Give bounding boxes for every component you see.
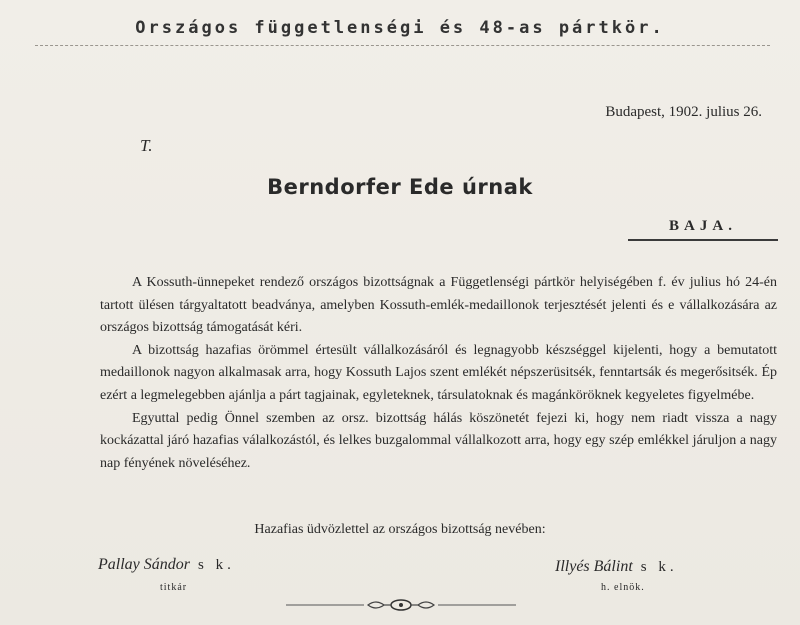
signature-suffix: s k. (640, 559, 678, 575)
letterhead-rule (35, 45, 770, 46)
body-paragraph: A Kossuth-ünnepeket rendező országos bizottságnak a Függetlenségi pártkör helyiségében f. év julius hó 24-én tartott ülésen tárgyaltatott beadványa, amelyben Kossuth-emlék-medaillonok terjesztését jelenti és e vállalkozására az országos bizottság támogatását kéri. (100, 275, 777, 336)
letter-body (100, 272, 777, 475)
signature-role: titkár (160, 582, 188, 593)
ornament-divider (286, 596, 516, 614)
city-underline (628, 239, 778, 241)
signature-secretary (98, 556, 235, 574)
signature-president (555, 558, 678, 576)
signature-name: Illyés Bálint (555, 558, 633, 575)
letter-date: Budapest, 1902. julius 26. (605, 104, 762, 120)
addressee: Berndorfer Ede úrnak (267, 175, 533, 199)
letterhead: Országos függetlenségi és 48-as pártkör. (135, 18, 665, 38)
signature-name: Pallay Sándor (98, 556, 190, 573)
signature-role: h. elnök. (601, 582, 645, 593)
addressee-city: BAJA. (669, 218, 737, 234)
closing-line: Hazafias üdvözlettel az országos bizottság nevében: (254, 522, 546, 537)
body-paragraph: Egyuttal pedig Önnel szemben az orsz. bizottság hálás köszönetét fejezi ki, hogy nem riadt vissza a nagy kockázattal járó hazafias válalkozástól, és lelkes buzgalommal vállalkozott arra, hogy egy szép emlékkel járuljon a nagy nap fényének növeléséhez. (100, 410, 777, 471)
signature-suffix: s k. (198, 557, 235, 573)
body-paragraph: A bizottság hazafias örömmel értesült vállalkozásáról és legnagyobb készséggel kijelenti, hogy a bemutatott medaillonok nagyon alkalmasak arra, hogy Kossuth Lajos szent emlékét népszerüsitsék, fenntartsák és megerősitsék. Ép ezért a legmelegebben ajánlja a párt tagjainak, egyleteknek, társulatoknak és magánköröknek kegyeletes figyelmébe. (100, 342, 777, 403)
salutation-mark: T. (140, 136, 153, 155)
